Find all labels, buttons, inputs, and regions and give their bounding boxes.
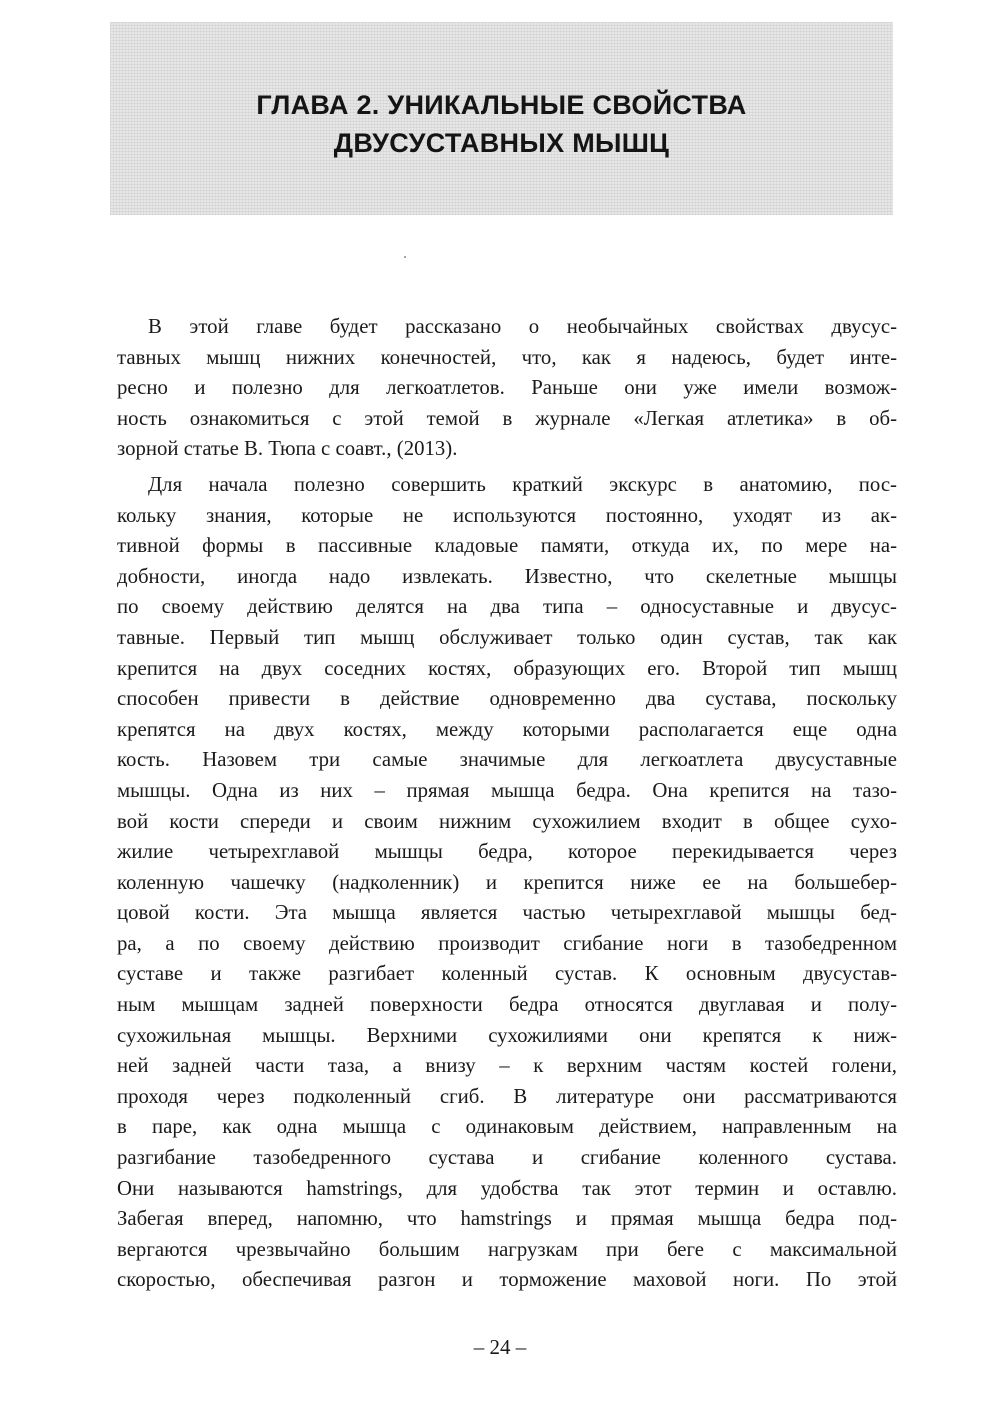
print-speck: [404, 256, 406, 258]
text-line: тивной формы в пассивные кладовые памяти, откуда их, по мере на-: [117, 534, 897, 558]
text-line: суставе и также разгибает коленный сустав. К основным двусустав-: [117, 962, 897, 986]
text-line: кость. Назовем три самые значимые для легкоатлета двусуставные: [117, 748, 897, 772]
text-line: ность ознакомиться с этой темой в журнале «Легкая атлетика» в об-: [117, 406, 897, 430]
text-line: крепятся на двух костях, между которыми располагается еще одна: [117, 717, 897, 741]
text-line: Они называются hamstrings, для удобства так этот термин и оставлю.: [117, 1176, 897, 1200]
text-line: коленную чашечку (надколенник) и крепится ниже ее на большебер-: [117, 870, 897, 894]
text-line: зорной статье В. Тюпа с соавт., (2013).: [117, 437, 458, 461]
text-line: ра, а по своему действию производит сгибание ноги в тазобедренном: [117, 931, 897, 955]
text-line: скоростью, обеспечивая разгон и торможение маховой ноги. По этой: [117, 1268, 897, 1292]
text-line: добности, иногда надо извлекать. Известно, что скелетные мышцы: [117, 564, 897, 588]
text-line: кольку знания, которые не используются постоянно, уходят из ак-: [117, 503, 897, 527]
text-line: ней задней части таза, а внизу – к верхним частям костей голени,: [117, 1054, 897, 1078]
text-line: мышцы. Одна из них – прямая мышца бедра. Она крепится на тазо-: [117, 778, 897, 802]
text-line: способен привести в действие одновременно два сустава, поскольку: [117, 687, 897, 711]
chapter-title-line-2: ДВУСУСТАВНЫХ МЫШЦ: [333, 128, 670, 158]
paragraph-1: [117, 312, 897, 465]
text-line: в паре, как одна мышца с одинаковым действием, направленным на: [117, 1115, 897, 1139]
text-line: ресно и полезно для легкоатлетов. Раньше они уже имели возмож-: [117, 376, 897, 400]
page-number: – 24 –: [473, 1335, 527, 1359]
body-text: [117, 312, 897, 1296]
text-line: по своему действию делятся на два типа – односуставные и двусус-: [117, 595, 897, 619]
text-line: Для начала полезно совершить краткий экскурс в анатомию, пос-: [148, 472, 897, 496]
text-line: разгибание тазобедренного сустава и сгибание коленного сустава.: [117, 1146, 897, 1170]
text-line: вой кости спереди и своим нижним сухожилием входит в общее сухо-: [117, 809, 897, 833]
text-line: крепится на двух соседних костях, образующих его. Второй тип мышц: [117, 656, 897, 680]
text-line: В этой главе будет рассказано о необычайных свойствах двусус-: [148, 315, 897, 338]
text-line: проходя через подколенный сгиб. В литературе они рассматриваются: [117, 1084, 897, 1108]
text-line: цовой кости. Эта мышца является частью четырехглавой мышцы бед-: [117, 901, 897, 925]
chapter-title-line-1: ГЛАВА 2. УНИКАЛЬНЫЕ СВОЙСТВА: [256, 90, 747, 120]
text-line: вергаются чрезвычайно большим нагрузкам при беге с максимальной: [117, 1237, 897, 1261]
text-line: сухожильная мышцы. Верхними сухожилиями они крепятся к ниж-: [117, 1023, 897, 1047]
text-line: жилие четырехглавой мышцы бедра, которое перекидывается через: [117, 840, 897, 864]
text-line: тавных мышц нижних конечностей, что, как я надеюсь, будет инте-: [117, 345, 897, 369]
text-line: ным мышцам задней поверхности бедра относятся двуглавая и полу-: [117, 993, 897, 1017]
text-line: Забегая вперед, напомню, что hamstrings и прямая мышца бедра под-: [117, 1207, 897, 1231]
paragraph-2: [117, 470, 897, 1296]
text-line: тавные. Первый тип мышц обслуживает только один сустав, так как: [117, 625, 897, 649]
chapter-title: [110, 86, 893, 162]
